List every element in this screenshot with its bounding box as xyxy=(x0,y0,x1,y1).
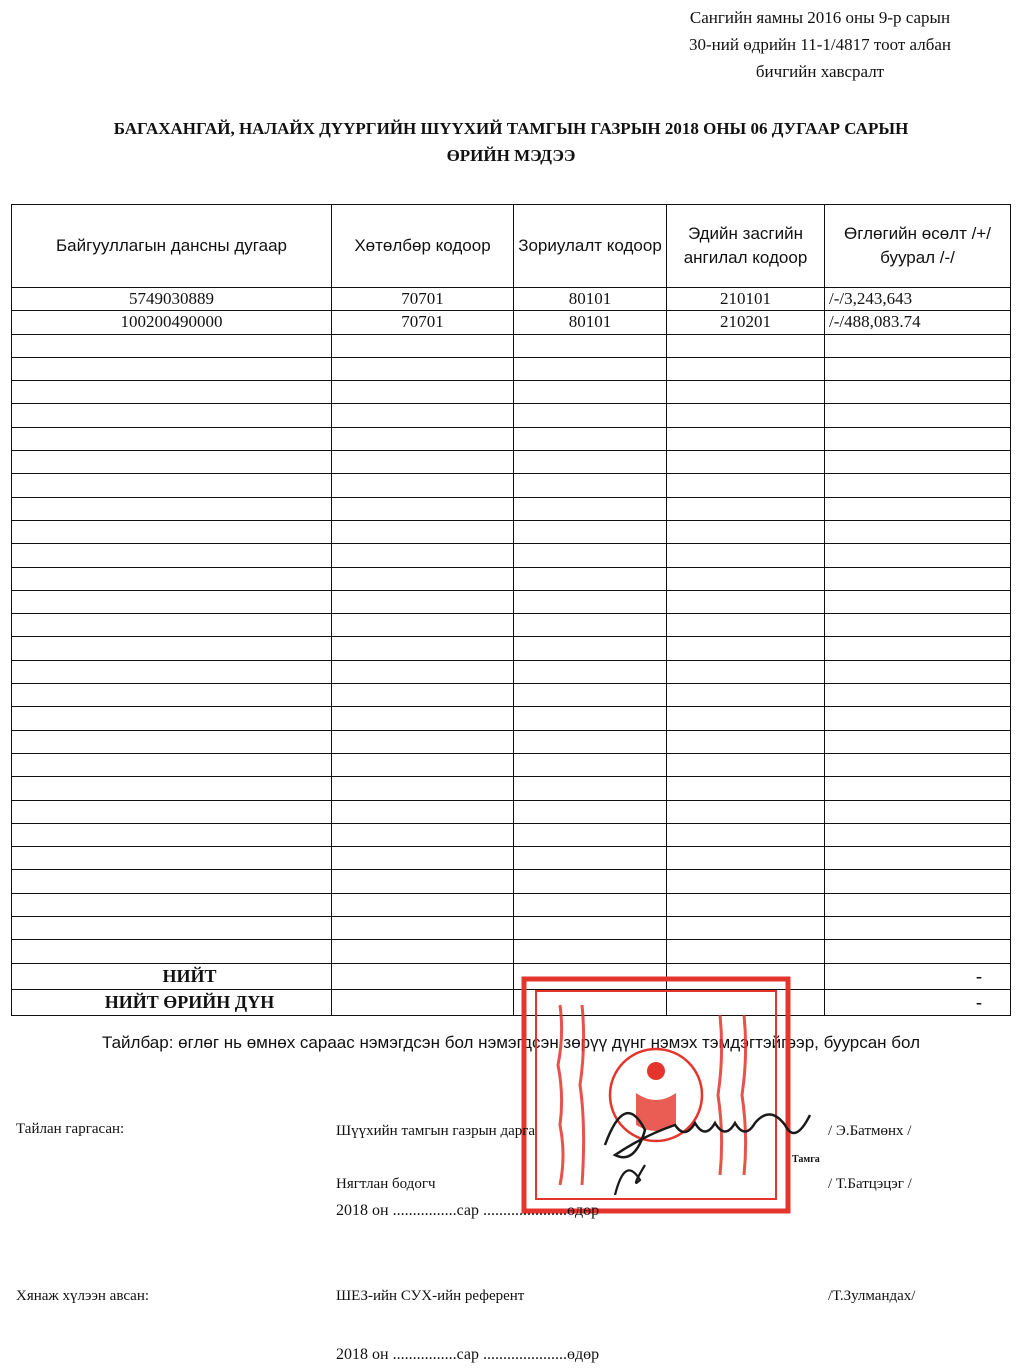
cell-account: 100200490000 xyxy=(12,311,332,334)
empty-cell xyxy=(825,614,1011,637)
empty-cell xyxy=(667,753,825,776)
empty-cell xyxy=(332,989,514,1015)
empty-cell xyxy=(332,870,514,893)
grand-total-row xyxy=(12,989,1011,1015)
empty-cell xyxy=(825,497,1011,520)
empty-row xyxy=(12,847,1011,870)
empty-cell xyxy=(514,870,667,893)
empty-cell xyxy=(332,590,514,613)
empty-row xyxy=(12,637,1011,660)
empty-cell xyxy=(514,474,667,497)
empty-row xyxy=(12,707,1011,730)
empty-cell xyxy=(667,520,825,543)
explanation-note: Тайлбар: өглөг нь өмнөх сараас нэмэгдсэн бол нэмэгдсэн зөрүү дүнг нэмэх тэмдэгтэйгээр, буурсан бол xyxy=(101,1033,921,1052)
empty-cell xyxy=(12,567,332,590)
empty-cell xyxy=(514,730,667,753)
empty-row xyxy=(12,334,1011,357)
empty-cell xyxy=(825,730,1011,753)
header-program: Хөтөлбөр кодоор xyxy=(332,205,514,288)
empty-cell xyxy=(12,497,332,520)
empty-cell xyxy=(12,917,332,940)
empty-cell xyxy=(332,940,514,963)
empty-cell xyxy=(332,334,514,357)
empty-cell xyxy=(514,917,667,940)
empty-cell xyxy=(825,334,1011,357)
empty-cell xyxy=(332,614,514,637)
empty-cell xyxy=(667,544,825,567)
empty-cell xyxy=(12,684,332,707)
prepared-by-label: Тайлан гаргасан: xyxy=(16,1121,125,1137)
empty-row xyxy=(12,940,1011,963)
empty-cell xyxy=(332,637,514,660)
empty-cell xyxy=(825,917,1011,940)
empty-cell xyxy=(332,730,514,753)
empty-cell xyxy=(825,451,1011,474)
empty-cell xyxy=(825,567,1011,590)
empty-cell xyxy=(332,427,514,450)
grand-total-label: НИЙТ ӨРИЙН ДҮН xyxy=(12,989,332,1015)
empty-cell xyxy=(514,614,667,637)
empty-cell xyxy=(332,567,514,590)
empty-cell xyxy=(332,451,514,474)
empty-cell xyxy=(514,753,667,776)
empty-cell xyxy=(514,497,667,520)
empty-cell xyxy=(514,893,667,916)
stamp-label: Тамга xyxy=(792,1154,820,1165)
header-purpose: Зориулалт кодоор xyxy=(514,205,667,288)
empty-cell xyxy=(514,357,667,380)
empty-cell xyxy=(667,870,825,893)
empty-row xyxy=(12,427,1011,450)
title-line: БАГАХАНГАЙ, НАЛАЙХ ДҮҮРГИЙН ШҮҮХИЙ ТАМГЫН ГАЗРЫН 2018 ОНЫ 06 ДУГААР САРЫН xyxy=(113,119,909,138)
empty-cell xyxy=(825,544,1011,567)
empty-cell xyxy=(12,800,332,823)
grand-total-value: - xyxy=(825,989,1011,1015)
empty-cell xyxy=(12,334,332,357)
empty-cell xyxy=(12,614,332,637)
debt-report-table xyxy=(11,204,1011,1016)
cell-program: 70701 xyxy=(332,288,514,311)
empty-cell xyxy=(514,847,667,870)
empty-cell xyxy=(514,427,667,450)
header-account: Байгууллагын дансны дугаар xyxy=(12,205,332,288)
cell-account: 5749030889 xyxy=(12,288,332,311)
empty-cell xyxy=(12,451,332,474)
cell-purpose: 80101 xyxy=(514,311,667,334)
date-line: 2018 он ................сар .....................өдөр xyxy=(336,1202,600,1219)
empty-cell xyxy=(514,590,667,613)
empty-cell xyxy=(332,520,514,543)
empty-cell xyxy=(667,660,825,683)
empty-cell xyxy=(332,777,514,800)
empty-cell xyxy=(12,940,332,963)
empty-cell xyxy=(667,590,825,613)
reference-line: бичгийн хавсралт xyxy=(755,62,885,81)
empty-cell xyxy=(514,777,667,800)
empty-row xyxy=(12,381,1011,404)
empty-cell xyxy=(12,474,332,497)
received-by-label: Хянаж хүлээн авсан: xyxy=(16,1288,150,1304)
empty-cell xyxy=(332,800,514,823)
empty-cell xyxy=(825,800,1011,823)
empty-cell xyxy=(332,404,514,427)
empty-row xyxy=(12,777,1011,800)
empty-cell xyxy=(825,427,1011,450)
empty-cell xyxy=(667,334,825,357)
empty-cell xyxy=(332,544,514,567)
empty-cell xyxy=(514,567,667,590)
cell-program: 70701 xyxy=(332,311,514,334)
empty-cell xyxy=(667,823,825,846)
header-change: Өглөгийн өсөлт /+/ буурал /-/ xyxy=(825,205,1011,288)
empty-cell xyxy=(667,637,825,660)
document-title xyxy=(0,115,1022,169)
empty-cell xyxy=(332,823,514,846)
empty-cell xyxy=(825,707,1011,730)
cell-purpose: 80101 xyxy=(514,288,667,311)
empty-cell xyxy=(332,357,514,380)
director-title: Шүүхийн тамгын газрын дарга xyxy=(336,1123,536,1139)
empty-cell xyxy=(12,823,332,846)
cell-economic: 210101 xyxy=(667,288,825,311)
empty-cell xyxy=(667,893,825,916)
empty-cell xyxy=(12,707,332,730)
empty-cell xyxy=(825,357,1011,380)
empty-cell xyxy=(825,637,1011,660)
empty-cell xyxy=(12,520,332,543)
empty-cell xyxy=(12,637,332,660)
empty-cell xyxy=(667,404,825,427)
empty-cell xyxy=(825,381,1011,404)
empty-row xyxy=(12,451,1011,474)
cell-change: /-/488,083.74 xyxy=(825,311,1011,334)
empty-cell xyxy=(514,823,667,846)
empty-cell xyxy=(332,497,514,520)
empty-row xyxy=(12,590,1011,613)
empty-cell xyxy=(825,870,1011,893)
empty-cell xyxy=(667,707,825,730)
empty-cell xyxy=(12,870,332,893)
empty-cell xyxy=(667,917,825,940)
empty-cell xyxy=(667,427,825,450)
reference-line: Сангийн яамны 2016 оны 9-р сарын xyxy=(689,8,951,27)
empty-row xyxy=(12,614,1011,637)
empty-cell xyxy=(667,940,825,963)
empty-cell xyxy=(12,777,332,800)
empty-cell xyxy=(514,940,667,963)
empty-row xyxy=(12,800,1011,823)
accountant-title: Нягтлан бодогч xyxy=(336,1176,436,1192)
empty-row xyxy=(12,917,1011,940)
empty-row xyxy=(12,893,1011,916)
empty-cell xyxy=(332,381,514,404)
empty-cell xyxy=(825,404,1011,427)
referent-title: ШЕЗ-ийн СУХ-ийн референт xyxy=(336,1288,525,1304)
empty-cell xyxy=(332,847,514,870)
empty-cell xyxy=(825,474,1011,497)
empty-cell xyxy=(514,381,667,404)
empty-cell xyxy=(825,823,1011,846)
empty-cell xyxy=(12,544,332,567)
empty-cell xyxy=(667,567,825,590)
handwritten-signature xyxy=(585,1085,825,1195)
director-name: / Э.Батмөнх / xyxy=(828,1123,912,1139)
empty-row xyxy=(12,474,1011,497)
empty-cell xyxy=(667,847,825,870)
table-row xyxy=(12,311,1011,334)
empty-row xyxy=(12,357,1011,380)
empty-cell xyxy=(667,730,825,753)
empty-row xyxy=(12,567,1011,590)
empty-cell xyxy=(332,684,514,707)
referent-name: /Т.Зулмандах/ xyxy=(828,1288,916,1304)
empty-cell xyxy=(514,544,667,567)
empty-cell xyxy=(825,684,1011,707)
empty-row xyxy=(12,520,1011,543)
empty-cell xyxy=(514,404,667,427)
table-header-row xyxy=(12,205,1011,288)
empty-cell xyxy=(12,847,332,870)
empty-cell xyxy=(332,474,514,497)
empty-cell xyxy=(825,590,1011,613)
empty-row xyxy=(12,870,1011,893)
cell-change: /-/3,243,643 xyxy=(825,288,1011,311)
empty-cell xyxy=(825,940,1011,963)
empty-row xyxy=(12,497,1011,520)
empty-cell xyxy=(667,777,825,800)
total-row xyxy=(12,963,1011,989)
empty-cell xyxy=(667,474,825,497)
empty-cell xyxy=(825,893,1011,916)
empty-cell xyxy=(12,381,332,404)
empty-cell xyxy=(514,520,667,543)
empty-cell xyxy=(332,893,514,916)
total-label: НИЙТ xyxy=(12,963,332,989)
empty-cell xyxy=(667,497,825,520)
empty-cell xyxy=(667,800,825,823)
empty-cell xyxy=(12,427,332,450)
table-row xyxy=(12,288,1011,311)
empty-cell xyxy=(12,357,332,380)
empty-cell xyxy=(12,660,332,683)
header-economic: Эдийн засгийн ангилал кодоор xyxy=(667,205,825,288)
empty-cell xyxy=(332,917,514,940)
empty-row xyxy=(12,544,1011,567)
empty-cell xyxy=(12,730,332,753)
empty-cell xyxy=(667,357,825,380)
empty-cell xyxy=(825,847,1011,870)
empty-cell xyxy=(825,753,1011,776)
empty-cell xyxy=(514,800,667,823)
empty-row xyxy=(12,660,1011,683)
empty-cell xyxy=(12,590,332,613)
empty-cell xyxy=(667,684,825,707)
date-line: 2018 он ................сар .....................өдөр xyxy=(336,1346,600,1363)
title-line: ӨРИЙН МЭДЭЭ xyxy=(446,146,576,165)
empty-cell xyxy=(332,660,514,683)
empty-row xyxy=(12,684,1011,707)
empty-row xyxy=(12,730,1011,753)
empty-row xyxy=(12,753,1011,776)
empty-row xyxy=(12,404,1011,427)
empty-cell xyxy=(825,660,1011,683)
table-body xyxy=(12,288,1011,964)
empty-cell xyxy=(514,684,667,707)
empty-cell xyxy=(667,381,825,404)
empty-cell xyxy=(514,707,667,730)
empty-cell xyxy=(12,753,332,776)
empty-cell xyxy=(12,893,332,916)
empty-cell xyxy=(12,404,332,427)
empty-cell xyxy=(514,637,667,660)
empty-cell xyxy=(514,451,667,474)
empty-cell xyxy=(514,660,667,683)
reference-note xyxy=(640,4,1000,85)
empty-cell xyxy=(667,451,825,474)
empty-cell xyxy=(332,753,514,776)
empty-cell xyxy=(825,777,1011,800)
accountant-name: / Т.Батцэцэг / xyxy=(828,1176,912,1192)
reference-line: 30-ний өдрийн 11-1/4817 тоот албан xyxy=(688,35,952,54)
total-value: - xyxy=(825,963,1011,989)
empty-row xyxy=(12,823,1011,846)
empty-cell xyxy=(332,707,514,730)
empty-cell xyxy=(332,963,514,989)
empty-cell xyxy=(825,520,1011,543)
cell-economic: 210201 xyxy=(667,311,825,334)
empty-cell xyxy=(667,614,825,637)
empty-cell xyxy=(514,334,667,357)
